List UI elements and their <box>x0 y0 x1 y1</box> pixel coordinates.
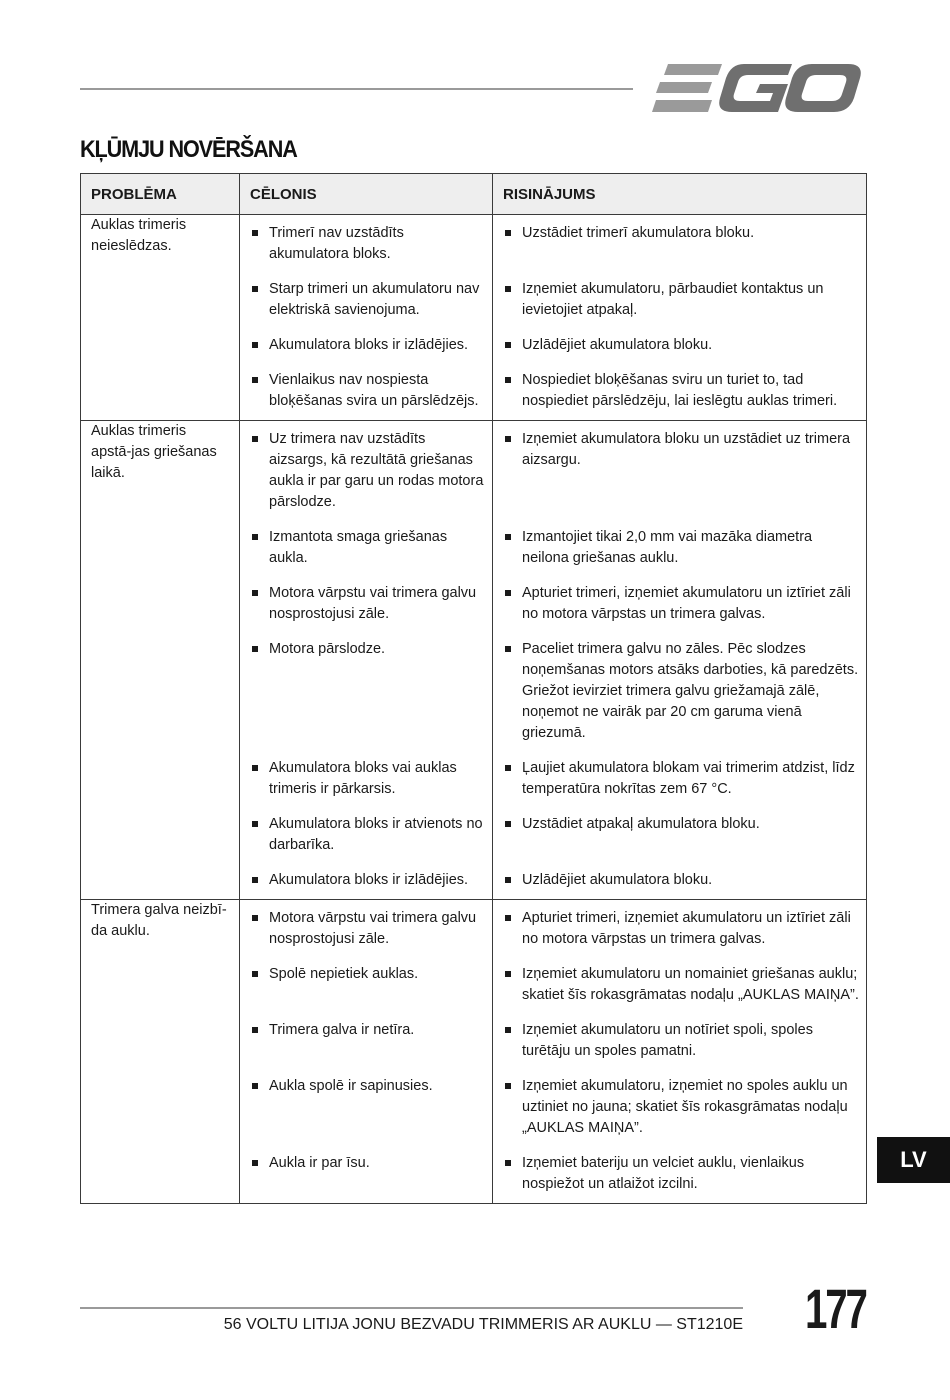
page-title: KĻŪMJU NOVĒRŠANA <box>80 136 297 163</box>
solution-item: Apturiet trimeri, izņemiet akumulatoru un iztīriet zāli no motora vārpstas un trimera galvas. <box>503 908 860 950</box>
solution-item: Izņemiet akumulatora bloku un uzstādiet uz trimera aizsargu. <box>503 429 860 513</box>
solution-item: Izņemiet akumulatoru un notīriet spoli, spoles turētāju un spoles pamatni. <box>503 1020 860 1062</box>
column-header-problem: PROBLĒMA <box>81 174 240 215</box>
solution-item: Izņemiet bateriju un velciet auklu, vienlaikus nospiežot un atlaižot izcilni. <box>503 1153 860 1195</box>
cause-item: Motora pārslodze. <box>250 639 486 744</box>
solution-item: Apturiet trimeri, izņemiet akumulatoru un iztīriet zāli no motora vārpstas un trimera galvas. <box>503 583 860 625</box>
problem-cell: Trimera galva neizbī-da auklu. <box>81 900 240 1204</box>
troubleshooting-table <box>80 173 867 1204</box>
column-header-solution: RISINĀJUMS <box>493 174 867 215</box>
solution-item: Uzstādiet trimerī akumulatora bloku. <box>503 223 860 265</box>
cause-item: Akumulatora bloks vai auklas trimeris ir pārkarsis. <box>250 758 486 800</box>
solution-cell <box>493 421 867 900</box>
problem-cell: Auklas trimeris neieslēdzas. <box>81 215 240 421</box>
solution-item: Uzlādējiet akumulatora bloku. <box>503 335 860 356</box>
table-row <box>81 421 867 900</box>
solution-cell <box>493 215 867 421</box>
cause-item: Trimerī nav uzstādīts akumulatora bloks. <box>250 223 486 265</box>
solution-item: Nospiediet bloķēšanas sviru un turiet to, tad nospiediet pārslēdzēju, lai ieslēgtu auklas trimeri. <box>503 370 860 412</box>
table-row <box>81 900 867 1204</box>
solution-item: Izņemiet akumulatoru un nomainiet griešanas auklu; skatiet šīs rokasgrāmatas nodaļu „AUKLAS MAIŅA”. <box>503 964 860 1006</box>
footer-product-title: 56 VOLTU LITIJA JONU BEZVADU TRIMMERIS AR AUKLU — ST1210E <box>223 1316 743 1333</box>
solution-item: Izņemiet akumulatoru, pārbaudiet kontaktus un ievietojiet atpakaļ. <box>503 279 860 321</box>
problem-cell: Auklas trimeris apstā-jas griešanas laikā. <box>81 421 240 900</box>
cause-item: Motora vārpstu vai trimera galvu nosprostojusi zāle. <box>250 583 486 625</box>
cause-item: Akumulatora bloks ir izlādējies. <box>250 870 486 891</box>
cause-item: Starp trimeri un akumulatoru nav elektriskā savienojuma. <box>250 279 486 321</box>
cause-item: Aukla spolē ir sapinusies. <box>250 1076 486 1139</box>
column-header-cause: CĒLONIS <box>240 174 493 215</box>
cause-item: Vienlaikus nav nospiesta bloķēšanas svira un pārslēdzējs. <box>250 370 486 412</box>
solution-item: Izmantojiet tikai 2,0 mm vai mazāka diametra neilona griešanas auklu. <box>503 527 860 569</box>
cause-item: Spolē nepietiek auklas. <box>250 964 486 1006</box>
cause-item: Izmantota smaga griešanas aukla. <box>250 527 486 569</box>
ego-logo <box>652 62 862 114</box>
cause-item: Motora vārpstu vai trimera galvu nosprostojusi zāle. <box>250 908 486 950</box>
cause-item: Trimera galva ir netīra. <box>250 1020 486 1062</box>
page-number: 177 <box>805 1277 866 1340</box>
cause-cell <box>240 421 493 900</box>
language-tab-lv: LV <box>877 1137 950 1183</box>
cause-item: Uz trimera nav uzstādīts aizsargs, kā rezultātā griešanas aukla ir par garu un rodas motora pārslodze. <box>250 429 486 513</box>
cause-cell <box>240 900 493 1204</box>
solution-item: Izņemiet akumulatoru, izņemiet no spoles auklu un uztiniet no jauna; skatiet šīs rokasgrāmatas nodaļu „AUKLAS MAIŅA”. <box>503 1076 860 1139</box>
cause-cell <box>240 215 493 421</box>
solution-item: Ļaujiet akumulatora blokam vai trimerim atdzist, līdz temperatūra nokrītas zem 67 °C. <box>503 758 860 800</box>
solution-cell <box>493 900 867 1204</box>
solution-item: Uzlādējiet akumulatora bloku. <box>503 870 860 891</box>
cause-item: Aukla ir par īsu. <box>250 1153 486 1195</box>
table-row <box>81 215 867 421</box>
footer-rule <box>80 1307 743 1309</box>
solution-item: Uzstādiet atpakaļ akumulatora bloku. <box>503 814 860 856</box>
cause-item: Akumulatora bloks ir izlādējies. <box>250 335 486 356</box>
table-header-row <box>81 174 867 215</box>
header-rule <box>80 88 633 90</box>
solution-item: Paceliet trimera galvu no zāles. Pēc slodzes noņemšanas motors atsāks darboties, kā paredzēts. Griežot ievirziet trimera galvu griežamajā zālē, noņemot ne vairāk par 20 cm garuma vienā griezumā. <box>503 639 860 744</box>
cause-item: Akumulatora bloks ir atvienots no darbarīka. <box>250 814 486 856</box>
